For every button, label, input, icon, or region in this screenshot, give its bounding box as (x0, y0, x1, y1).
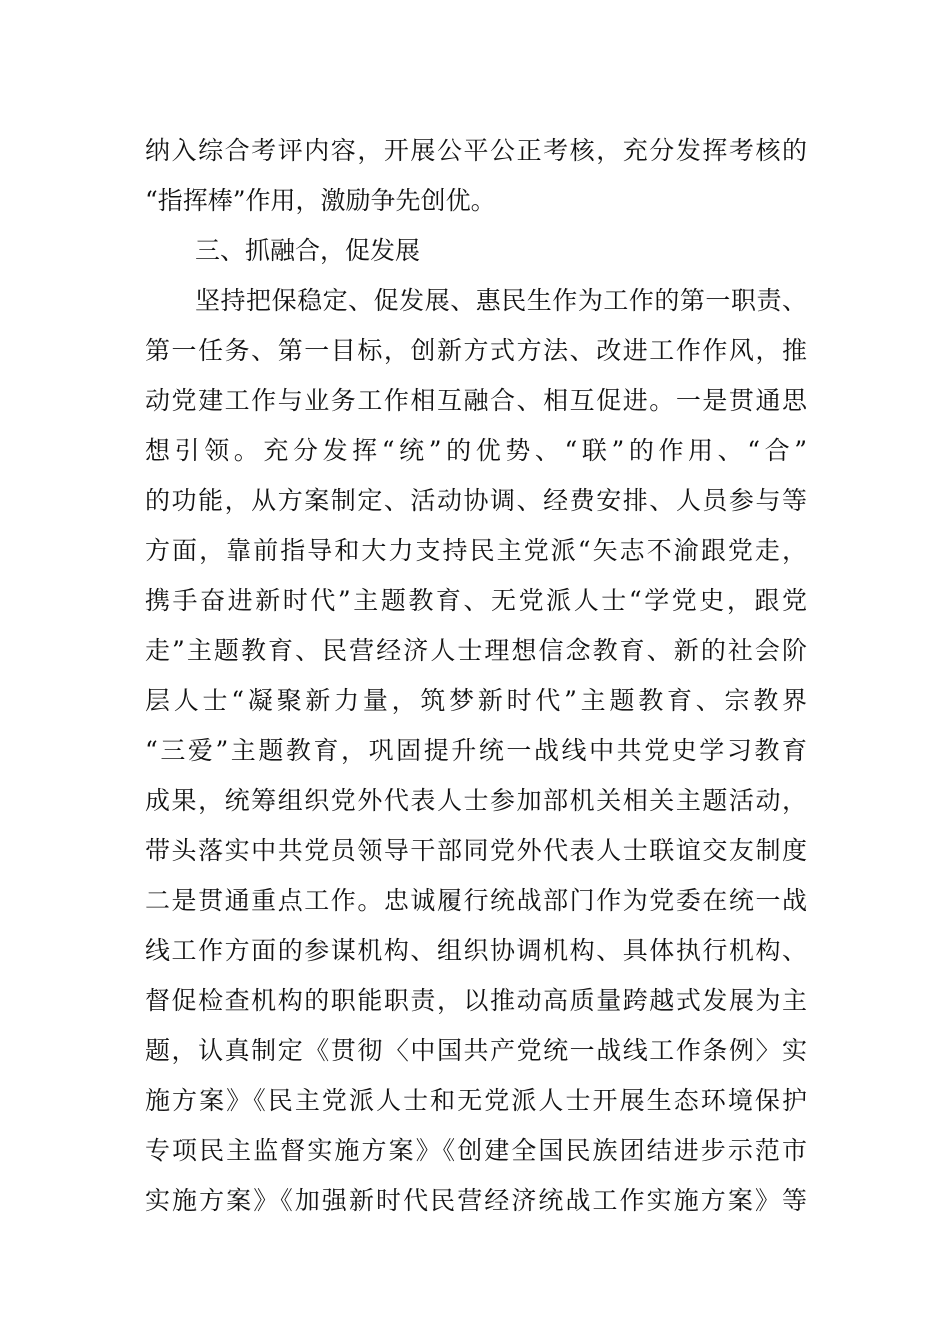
paragraph-line: 坚持把保稳定、促发展、惠民生作为工作的第一职责、 (195, 286, 807, 315)
paragraph-line: 方面，靠前指导和大力支持民主党派“矢志不渝跟党走， (145, 536, 807, 565)
paragraph-line: 携手奋进新时代”主题教育、无党派人士“学党史，跟党 (145, 586, 807, 615)
paragraph-line: 专项民主监督实施方案》《创建全国民族团结进步示范市 (145, 1136, 807, 1165)
paragraph-line: 第一任务、第一目标，创新方式方法、改进工作作风，推 (145, 336, 807, 365)
body-text (145, 126, 807, 1226)
paragraph-line: 题，认真制定《贯彻〈中国共产党统一战线工作条例〉实 (145, 1036, 807, 1065)
paragraph-line: 层人士“凝聚新力量，筑梦新时代”主题教育、宗教界 (145, 686, 807, 715)
paragraph-line: “三爱”主题教育，巩固提升统一战线中共党史学习教育 (145, 736, 807, 765)
paragraph-line: 线工作方面的参谋机构、组织协调机构、具体执行机构、 (145, 936, 807, 965)
paragraph-line: 成果，统筹组织党外代表人士参加部机关相关主题活动， (145, 786, 807, 815)
paragraph-line: 想引领。充分发挥“统”的优势、“联”的作用、“合” (145, 436, 807, 465)
paragraph-line: 纳入综合考评内容，开展公平公正考核，充分发挥考核的 (145, 136, 807, 165)
paragraph-line: 动党建工作与业务工作相互融合、相互促进。一是贯通思 (145, 386, 807, 415)
section-heading: 三、抓融合，促发展 (195, 236, 421, 265)
paragraph-line: 走”主题教育、民营经济人士理想信念教育、新的社会阶 (145, 636, 807, 665)
paragraph-line: 带头落实中共党员领导干部同党外代表人士联谊交友制度 (145, 836, 807, 865)
paragraph-line: 实施方案》《加强新时代民营经济统战工作实施方案》等 (145, 1186, 807, 1215)
paragraph-line: “指挥棒”作用，激励争先创优。 (145, 186, 496, 215)
paragraph-line: 二是贯通重点工作。忠诚履行统战部门作为党委在统一战 (145, 886, 807, 915)
paragraph-line: 施方案》《民主党派人士和无党派人士开展生态环境保护 (145, 1086, 807, 1115)
paragraph-line: 督促检查机构的职能职责，以推动高质量跨越式发展为主 (145, 986, 807, 1015)
paragraph-line: 的功能，从方案制定、活动协调、经费安排、人员参与等 (145, 486, 807, 515)
